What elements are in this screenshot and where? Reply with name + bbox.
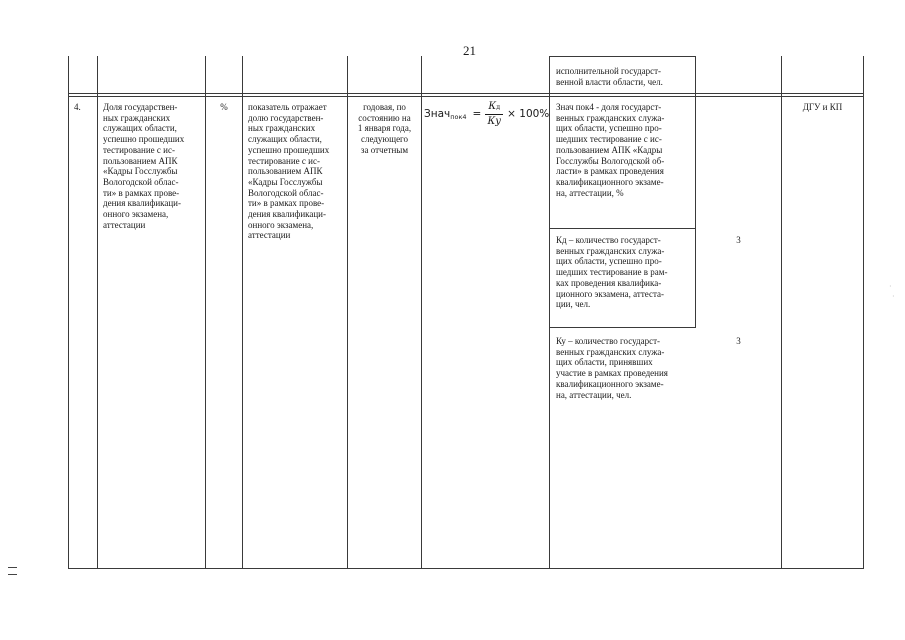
formula-numerator (485, 100, 503, 115)
component-description: Кд – количество государст- венных гражданских служа- щих области, успешно про- шедших тестирование в рам- ках проведения квалифика- ционного экзамена, аттеста- ции, чел. (556, 235, 668, 310)
table-border-bottom (68, 568, 864, 569)
column-divider (205, 56, 206, 569)
formula-lhs: Знач (424, 108, 451, 120)
row-divider (550, 327, 696, 328)
component-description: Знач пок4 - доля государст- венных гражданских служа- щих области, успешно про- шедших тестирование с ис- пользованием АПК «Кадры Госслужбы Вологодской об- ласти» в рамках проведения квалификационного экзаме- на, аттестации, % (556, 102, 665, 198)
component-description: Ку – количество государст- венных гражданских служа- щих области, принявших участие в рамках проведения квалификационного экзаме- на, аттестации, чел. (556, 336, 668, 400)
column-divider (97, 56, 98, 569)
component-value: 3 (736, 336, 741, 346)
row-divider (68, 96, 864, 97)
indicator-definition: показатель отражает долю государствен- ных гражданских служащих области, успешно прошедших тестирование с ис- пользованием АПК «Кадры Госслужбы Вологодской облас- ти» в рамках прове- дения квалификаци- онного экзамена, аттестации (248, 102, 330, 241)
row-divider (68, 93, 864, 94)
unit-of-measure: % (220, 102, 228, 112)
column-divider (421, 56, 422, 569)
periodicity: годовая, по состоянию на 1 января года, следующего за отчетным (357, 102, 412, 155)
formula-lhs-subscript: пок4 (450, 113, 467, 121)
formula-numerator-symbol: К (488, 101, 497, 112)
component-value: 3 (736, 235, 741, 245)
formula-multiplier: × 100% (507, 108, 550, 120)
row-divider (550, 56, 696, 57)
scan-speck: · (892, 292, 895, 301)
responsible-department: ДГУ и КП (802, 102, 843, 112)
continuation-text: исполнительной государст- венной власти области, чел. (556, 66, 663, 87)
indicator-name: Доля государствен- ных гражданских служащих области, успешно прошедших тестирование с ис- пользованием АПК «Кадры Госслужбы Вологодской облас- ти» в рамках прове- дения квалификаци- онного экзамена, аттестации (103, 102, 185, 230)
calculation-formula (424, 100, 549, 128)
table-border-left (68, 56, 69, 569)
margin-mark (8, 574, 17, 575)
formula-fraction (485, 100, 503, 128)
page-number: 21 (463, 43, 476, 58)
row-divider (550, 228, 696, 229)
table-border-right (863, 56, 864, 569)
column-divider (549, 56, 550, 569)
formula-equals: = (472, 108, 482, 120)
column-divider (781, 56, 782, 569)
formula-numerator-subscript: д (496, 103, 501, 111)
column-divider (242, 56, 243, 569)
scan-speck: · (889, 282, 892, 291)
formula-denominator: Ку (487, 116, 502, 127)
margin-mark (8, 567, 17, 568)
row-number: 4. (74, 102, 81, 112)
